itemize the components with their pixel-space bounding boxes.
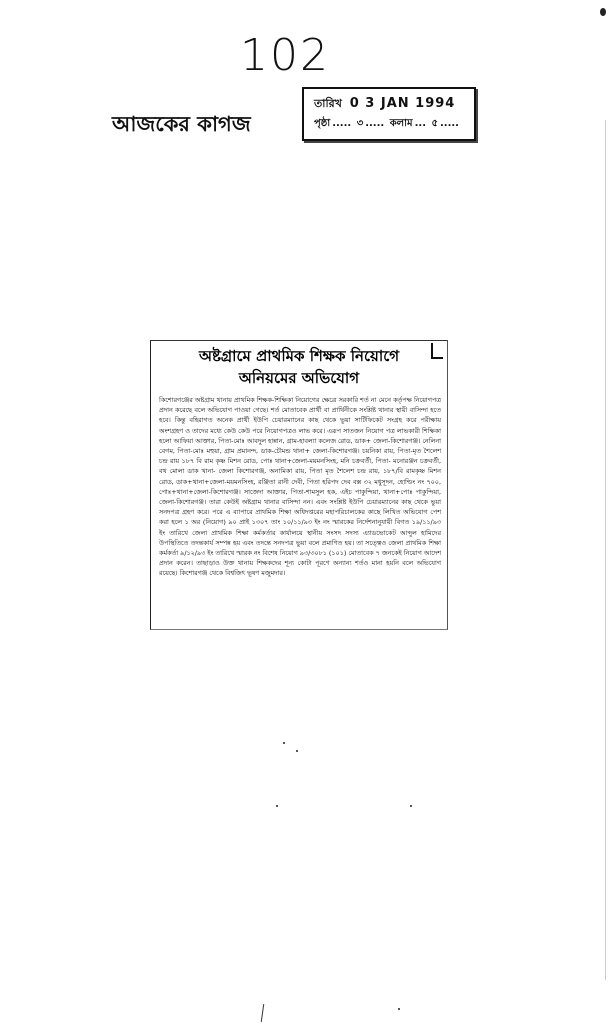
stamp-date-row	[314, 95, 455, 114]
handwritten-page-number: 102	[240, 30, 330, 81]
scan-speck	[600, 8, 606, 16]
scan-mark	[261, 1004, 264, 1022]
newspaper-clipping	[150, 340, 448, 630]
scan-speck	[283, 742, 285, 744]
stamp-column-label: কলাম	[389, 118, 413, 129]
stamp-page-value: ৩	[356, 118, 364, 129]
article-body: কিশোরগঞ্জের অষ্টগ্রাম থানায় প্রাথমিক শিক্ষক-শিক্ষিকা নিয়োগের ক্ষেত্রে সরকারি শর্ত না মেনে কর্তৃপক্ষ নিয়োগপত্র প্রদান করেছে বলে অভিযোগ পাওয়া গেছে। শর্ত মোতাবেক প্রার্থী বা প্রার্থিনীকে সংশ্লিষ্ট থানার স্থায়ী বাসিন্দা হতে হবে। কিন্তু বহিরাগত অনেক প্রার্থী ইউপি চেয়ারম্যানের কাছ থেকে ভুয়া সার্টিফিকেট সংগ্রহ করে পরীক্ষায় অংশগ্রহণ ও তাদের মধ্যে কেউ কেউ পরে নিয়োগপত্রও লাভ করে। এরূপ সাতজন নিয়োগ পত্র লাভকারী শিক্ষিকা হলো আফিয়া আক্তার, পিতা-মোঃ আবদুল হান্নান, গ্রাম-হাবল্যা কলেজ রোড, ডাক+ জেলা-কিশোরগঞ্জ। নেলিনা বেগম, পিতা-মোঃ মহুয়া, গ্রাম প্রমানন্দ, ডাক-চৌমন্ড থানা+ জেলা-কিশোরগঞ্জ। চয়নিকা রায়, পিতা-মৃত শৈলেশ চন্দ্র রায় ১৮৭ বি রাম কৃষ্ণ মিশন রোড, পোঃ থানা+জেলা-ময়মনসিংহ, মনি চক্রবর্তী, পিতা- মনোরঞ্জন চক্রবর্তী, বথ মোলা ডাক খানা- জেলা কিশোরগঞ্জ, অনামিকা রায়, পিতা মৃত শৈলেশ চন্দ্র রায়, ১৮৭/বি রামকৃষ্ণ মিশন রোড, ডাক+থানা+জেলা-ময়মনসিংহ, রঞ্জিতা রানী দেবী, পিতা হরিপদ দেব বক্স ৩২ মধুসূদন, হোল্ডিং নং ৭০০, পোঃ+থানা+জেলা-কিশোরগঞ্জ। সাজেদা আক্তার, পিতা-শামসুল হক, এইচ পাকুন্দিয়া, থানা+পোঃ পাকুন্দিয়া, জেলা-কিশোরগঞ্জ। তারা কেউই অষ্টগ্রাম থানার বাসিন্দা নন। এবং সংশ্লিষ্ট ইউপি চেয়ারম্যানের কাছ থেকে ভুয়া সনদপত্র গ্রহণ করে। পরে এ ব্যাপারে প্রাথমিক শিক্ষা অধিদপ্তরের মহাপরিচালকের কাছে লিখিত অভিযোগ পেশ করা হলে ১ অর (নিয়োগ) ৯০ প্রাই ১৩০৭ তাং ১০/১১/৯৩ ইং নং স্মারকের নির্দেশনানুযায়ী বিগত ১৯/১১/৯৩ ইং তারিখে জেলা প্রাথমিক শিক্ষা কর্মকর্তার কার্যালয়ে স্থানীয় সংসদ সদস্য এ্যাডভোকেট আব্দুল হামিদের উপস্থিতিতে তদন্তকার্য সম্পন্ন হয় এবং তদন্তে সনদপত্র ভুয়া বলে প্রমাণিত হয়। তা সত্ত্বেও জেলা প্রাথমিক শিক্ষা কর্মকর্তা ৯/১২/৯৩ ইং তারিখে স্মারক নং বিশেষ নিয়োগ ৯৩/৩০৮১ (১০১) মোতাবেক ৭ জনকেই নিয়োগ আদেশ প্রদান করেন। তাছাড়াও উক্ত থানায় শিক্ষকদের শূন্য কোটা পূরণে অন্যান্য শর্তও মানা হয়নি বলে অভিযোগ রয়েছে। কিশোরগঞ্জ থেকে বিশ্বজিৎ ভূষণ মজুমদার।	[159, 396, 441, 578]
stamp-page-label: পৃষ্ঠা	[314, 118, 331, 129]
scan-speck	[398, 1008, 400, 1010]
article-headline	[151, 345, 447, 389]
scan-speck	[296, 750, 298, 752]
scan-speck	[276, 805, 278, 807]
headline-line-1: অষ্টগ্রামে প্রাথমিক শিক্ষক নিয়োগে	[198, 347, 400, 365]
stamp-date-label: তারিখ	[314, 97, 342, 110]
stamp-column-value: ৫	[431, 118, 438, 129]
newspaper-name: আজকের কাগজ	[112, 111, 251, 136]
headline-line-2: অনিয়মের অভিযোগ	[238, 369, 360, 387]
scan-speck	[410, 805, 412, 807]
clipping-corner-mark	[431, 343, 443, 359]
stamp-date-value: 0 3 JAN 1994	[349, 96, 456, 111]
stamp-page-row: পৃষ্ঠা ..... ৩ ..... কলাম ... ৫ .....	[314, 118, 459, 129]
date-stamp	[302, 87, 476, 141]
scan-edge-line	[605, 120, 606, 980]
